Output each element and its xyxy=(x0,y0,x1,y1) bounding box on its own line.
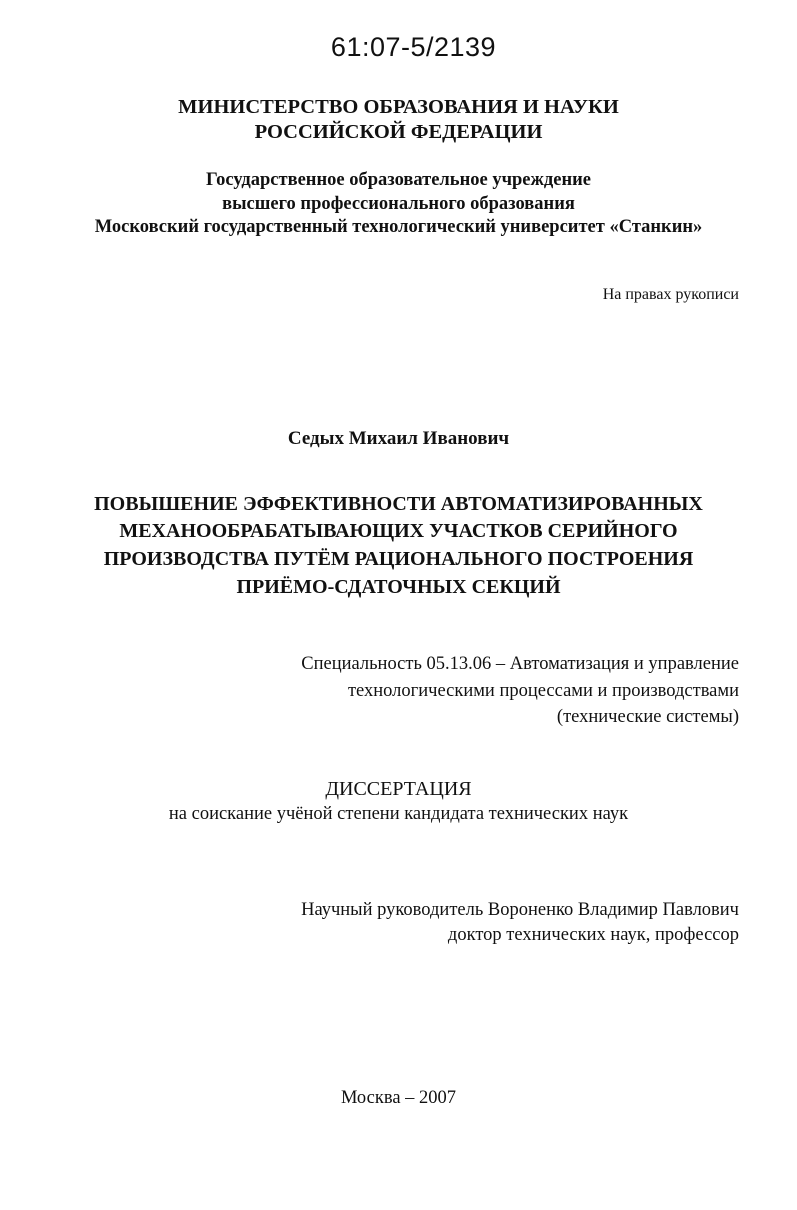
author-name: Седых Михаил Иванович xyxy=(287,428,510,449)
specialty-line-3: (технические системы) xyxy=(556,707,739,727)
ministry-line-2: РОССИЙСКОЙ ФЕДЕРАЦИИ xyxy=(254,121,543,143)
dissertation-subtitle: на соискание учёной степени кандидата технических наук xyxy=(168,804,629,824)
advisor-line-1: Научный руководитель Вороненко Владимир Павлович xyxy=(301,900,739,920)
city-year: Москва – 2007 xyxy=(340,1088,457,1108)
title-line-4: ПРИЁМО-СДАТОЧНЫХ СЕКЦИЙ xyxy=(236,576,561,598)
advisor-line-2: доктор технических наук, профессор xyxy=(447,925,739,945)
rights-note: На правах рукописи xyxy=(602,286,739,303)
institution-line-1: Государственное образовательное учреждение xyxy=(205,170,592,190)
specialty-line-2: технологическими процессами и производствами xyxy=(347,681,739,701)
dissertation-type: ДИССЕРТАЦИЯ xyxy=(325,778,472,800)
title-line-3: ПРОИЗВОДСТВА ПУТЁМ РАЦИОНАЛЬНОГО ПОСТРОЕНИЯ xyxy=(103,548,694,570)
title-line-2: МЕХАНООБРАБАТЫВАЮЩИХ УЧАСТКОВ СЕРИЙНОГО xyxy=(119,520,678,542)
title-line-1: ПОВЫШЕНИЕ ЭФФЕКТИВНОСТИ АВТОМАТИЗИРОВАННЫХ xyxy=(94,493,703,515)
document-code: 61:07-5/2139 xyxy=(330,32,497,62)
specialty-line-1: Специальность 05.13.06 – Автоматизация и управление xyxy=(301,654,739,674)
institution-line-2: высшего профессионального образования xyxy=(222,194,575,214)
ministry-line-1: МИНИСТЕРСТВО ОБРАЗОВАНИЯ И НАУКИ xyxy=(178,96,619,118)
institution-line-3: Московский государственный технологический университет «Станкин» xyxy=(94,217,703,237)
